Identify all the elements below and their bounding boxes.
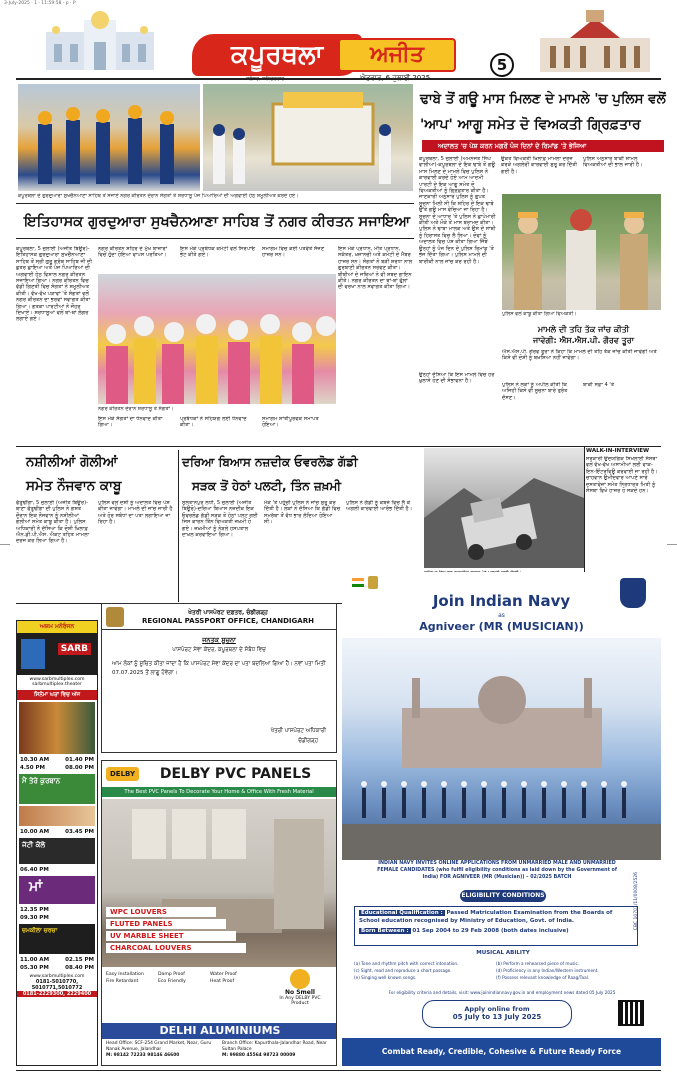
- kirtan-photo-caption: ਨਗਰ ਕੀਰਤਨ ਦੌਰਾਨ ਸ਼ਰਧਾਲੂ ਤੇ ਸੰਗਤਾਂ।: [98, 406, 174, 412]
- kirtan-body-col-8: ਸਮਾਗਮ ਸ਼ਾਂਤੀਪੂਰਵਕ ਸਮਾਪਤ ਹੋਇਆ।: [262, 416, 319, 429]
- time-10: 11.00 AM: [20, 957, 50, 963]
- sarb-site: www.sarbmultiplex.com: [29, 677, 85, 682]
- kirtan-photo: [98, 274, 336, 404]
- poster-2: [19, 806, 95, 826]
- delby-title: DELBY PVC PANELS: [159, 766, 312, 782]
- time-8: 12.35 PM: [20, 907, 49, 913]
- time-7: 06.40 PM: [20, 867, 49, 873]
- navy-musical-5: (e) Singing well known songs.: [354, 975, 417, 980]
- drugs-body-col-2: ਪੁਲਿਸ ਵਲੋਂ ਦੋਸ਼ੀ ਨੂੰ ਅਦਾਲਤ ਵਿਚ ਪੇਸ਼ ਕੀਤਾ ਜਾਵੇਗਾ। ਮਾਮਲੇ ਦੀ ਜਾਂਚ ਜਾਰੀ ਹੈ ਅਤੇ ਹੋਰ ਸਬੰਧਾਂ ਦਾ ਪਤਾ ਲਗਾਇਆ ਜਾ ਰਿਹਾ ਹੈ।: [98, 500, 173, 526]
- delby-head-office: Head Office: SCF-254 Grand Market, Near, Guru Nanak Avenue, Jalandhar: [106, 1041, 212, 1052]
- time-9: 09.30 PM: [20, 915, 49, 921]
- top-photo-caption: ਕਪੂਰਥਲਾ ਦੇ ਗੁਰਦੁਆਰਾ ਸੁਖਚੈਨਆਣਾ ਸਾਹਿਬ ਤੋਂ ਸਜਾਏ ਨਗਰ ਕੀਰਤਨ ਦੌਰਾਨ ਸੰਗਤਾਂ ਤੇ ਸ਼ਰਧਾਲੂ ਪੰਜ ਪਿਆਰਿਆਂ ਦੀ ਅਗਵਾਈ ਹੇਠ ਸ਼ਮੂਲੀਅਤ ਕਰਦੇ ਹੋਏ।: [18, 193, 299, 199]
- arrest-headline-1: ਢਾਬੇ ਤੋਂ ਗਊ ਮਾਸ ਮਿਲਣ ਦੇ ਮਾਮਲੇ 'ਚ ਪੁਲਿਸ ਵਲੋਂ: [420, 91, 666, 107]
- arrest-body-col-5: ਪੁਲਿਸ ਨੇ ਲੋਕਾਂ ਨੂੰ ਅਪੀਲ ਕੀਤੀ ਕਿ ਅਜਿਹੀ ਕਿਸੇ ਵੀ ਸੂਚਨਾ ਬਾਰੇ ਤੁਰੰਤ ਦੱਸਣ।: [502, 382, 568, 401]
- arrest-subhead-1: ਮਾਮਲੇ ਦੀ ਤਹਿ ਤੱਕ ਜਾਂਚ ਕੀਤੀ: [537, 325, 630, 334]
- navy-ad-footer: Combat Ready, Credible, Cohesive & Future Ready Force: [342, 1038, 661, 1066]
- passport-sign-place: ਚੰਡੀਗੜ੍ਹ: [298, 738, 318, 744]
- film-3-banner: ਜੱਟੀ ਕੋਲੇ: [19, 838, 95, 864]
- navy-musical-2: (b) Perform a rehearsed piece of music.: [496, 961, 580, 966]
- masthead-title: ਕਪੂਰਥਲਾ: [192, 34, 362, 76]
- time-11: 02.15 PM: [65, 957, 94, 963]
- navy-musical-3: (c) Sight, read and reproduce a short passage.: [354, 968, 452, 973]
- navy-musical-6: (f) Possess relevant knowledge of Raag/Taal.: [496, 975, 590, 980]
- delby-logo: DELBY: [106, 767, 139, 781]
- kirtan-body-col-5: ਇਸ ਮੌਕੇ ਪ੍ਰਧਾਨ, ਮੀਤ ਪ੍ਰਧਾਨ, ਸਕੱਤਰ, ਖ਼ਜ਼ਾਨਚੀ ਅਤੇ ਕਮੇਟੀ ਦੇ ਮੈਂਬਰ ਹਾਜ਼ਰ ਸਨ। ਸੰਗਤਾਂ ਨੇ ਬੜੀ ਸ਼ਰਧਾ ਨਾਲ ਗੁਰਬਾਣੀ ਕੀਰਤਨ ਸਰਵਣ ਕੀਤਾ। ਬੀਬੀਆਂ ਦੇ ਜਥਿਆਂ ਨੇ ਵੀ ਸ਼ਬਦ ਗਾਇਨ ਕੀਤੇ। ਨਗਰ ਕੀਰਤਨ ਦਾ ਥਾਂ-ਥਾਂ ਫੁੱਲਾਂ ਦੀ ਵਰਖਾ ਨਾਲ ਸਵਾਗਤ ਕੀਤਾ ਗਿਆ।: [338, 246, 413, 291]
- kirtan-body-col-7: ਪ੍ਰਬੰਧਕਾਂ ਨੇ ਸਹਿਯੋਗ ਲਈ ਧੰਨਵਾਦ ਕੀਤਾ।: [180, 416, 247, 429]
- cinema-ad: [16, 620, 98, 1066]
- passport-notice: [101, 603, 337, 753]
- passport-org-pa: ਖੇਤਰੀ ਪਾਸਪੋਰਟ ਦਫ਼ਤਰ, ਚੰਡੀਗੜ੍ਹ: [188, 608, 268, 616]
- cinema-headline: ਸਿਨੇਮਾ ਘਰਾਂ ਵਿਚ ਅੱਜ: [17, 690, 97, 700]
- navy-apply-button: Apply online from 05 July to 13 July 2025: [422, 1000, 572, 1028]
- time-1: 10.30 AM: [20, 757, 50, 763]
- time-3: 4.50 PM: [20, 765, 45, 771]
- navy-edu-label: Educational Qualification :: [361, 910, 443, 916]
- poster-1: [19, 702, 95, 754]
- navy-band-photo: [342, 638, 661, 860]
- delby-feature-1: Easy Installation: [106, 972, 144, 977]
- delby-item-4: CHARCOAL LOUVERS: [106, 943, 246, 953]
- accident-headline-2: ਸੜਕ ਤੋਂ ਹੇਠਾਂ ਪਲਟੀ, ਤਿੰਨ ਜ਼ਖ਼ਮੀ: [192, 479, 341, 493]
- delby-feature-4: Fire Retardant: [106, 979, 139, 984]
- kirtan-body-col-4: ਸਮਾਗਮ ਵਿਚ ਕਈ ਪਤਵੰਤੇ ਸੱਜਣ ਹਾਜ਼ਰ ਸਨ।: [262, 246, 325, 259]
- masthead-brand: ਅਜੀਤ: [338, 38, 456, 72]
- time-12: 05.30 PM: [20, 965, 49, 971]
- arrest-photo: [502, 194, 661, 310]
- navy-more-info: For eligibility criteria and details, visit: www.joinindiannavy.gov.in and employment news dated 05 July 2025: [388, 990, 616, 995]
- navy-born-label: Born Between :: [361, 928, 409, 934]
- walk-in-header: WALK-IN-INTERVIEW: [586, 448, 650, 454]
- arrest-subhead-2: ਜਾਵੇਗੀ: ਐਸ.ਐਸ.ਪੀ. ਗੌਰਵ ਤੂਰਾ: [532, 336, 634, 345]
- emblem-icon: [106, 607, 124, 627]
- arrest-body-col-4: ਉਨ੍ਹਾਂ ਦੱਸਿਆ ਕਿ ਇਸ ਮਾਮਲੇ ਵਿਚ ਹੋਰ ਖ਼ੁਲਾਸੇ ਹੋਣ ਦੀ ਸੰਭਾਵਨਾ ਹੈ।: [419, 372, 495, 385]
- passport-org-en: REGIONAL PASSPORT OFFICE, CHANDIGARH: [142, 616, 314, 625]
- kirtan-body-col-6: ਇਸ ਮੌਕੇ ਸੰਗਤਾਂ ਦਾ ਧੰਨਵਾਦ ਕੀਤਾ ਗਿਆ।: [98, 416, 163, 429]
- time-4: 08.00 PM: [65, 765, 94, 771]
- time-5: 10.00 AM: [20, 829, 50, 835]
- accident-body-col-1: ਸੁਲਤਾਨਪੁਰ ਲੋਧੀ, 5 ਜੁਲਾਈ (ਅਜੀਤ ਬਿਊਰੋ)-ਦਰਿਆ ਬਿਆਸ ਨਜ਼ਦੀਕ ਇਕ ਓਵਰਲੋਡ ਗੱਡੀ ਸੜਕ ਤੋਂ ਹੇਠਾਂ ਪਲਟ ਗਈ ਜਿਸ ਕਾਰਨ ਤਿੰਨ ਵਿਅਕਤੀ ਜ਼ਖ਼ਮੀ ਹੋ ਗਏ। ਜ਼ਖ਼ਮੀਆਂ ਨੂੰ ਨੇੜਲੇ ਹਸਪਤਾਲ ਦਾਖ਼ਲ ਕਰਵਾਇਆ ਗਿਆ।: [182, 500, 258, 539]
- navy-ad-title: Join Indian Navy: [432, 592, 571, 610]
- arrest-body-col-3: ਪੁਲਿਸ ਅਨੁਸਾਰ ਬਾਕੀ ਸ਼ਾਮਲ ਵਿਅਕਤੀਆਂ ਦੀ ਭਾਲ ਜਾਰੀ ਹੈ।: [583, 156, 643, 169]
- india-flag-icon: [352, 578, 364, 587]
- phone-3: 0181-2229300, 2229400: [17, 991, 97, 997]
- cinema-ad-header: ਅਜ਼ਮ ਮਨੋਰੰਜਨ: [17, 621, 97, 633]
- delby-ad: [101, 760, 337, 1066]
- procession-photo-left: [18, 84, 200, 191]
- passport-body: ਆਮ ਲੋਕਾਂ ਨੂੰ ਸੂਚਿਤ ਕੀਤਾ ਜਾਂਦਾ ਹੈ ਕਿ ਪਾਸਪੋਰਟ ਸੇਵਾ ਕੇਂਦਰ ਦਾ ਪਤਾ ਬਦਲਿਆ ਗਿਆ ਹੈ। ਨਵਾਂ ਪਤਾ ਮਿਤੀ 07.07.2025 ਤੋਂ ਲਾਗੂ ਹੋਵੇਗਾ।: [112, 661, 326, 676]
- time-13: 08.40 PM: [65, 965, 94, 971]
- arrest-body-col-1: ਕਪੂਰਥਲਾ, 5 ਜੁਲਾਈ (ਅਮਨਜੋਤ ਸਿੰਘ ਵਾਲੀਆ)-ਕਪੂਰਥਲਾ ਦੇ ਇਕ ਢਾਬੇ ਤੋਂ ਗਊ ਮਾਸ ਮਿਲਣ ਦੇ ਮਾਮਲੇ ਵਿਚ ਪੁਲਿਸ ਨੇ ਕਾਰਵਾਈ ਕਰਦੇ ਹੋਏ ਆਮ ਆਦਮੀ ਪਾਰਟੀ ਦੇ ਇਕ ਆਗੂ ਸਮੇਤ ਦੋ ਵਿਅਕਤੀਆਂ ਨੂੰ ਗ੍ਰਿਫ਼ਤਾਰ ਕੀਤਾ ਹੈ। ਜਾਣਕਾਰੀ ਅਨੁਸਾਰ ਪੁਲਿਸ ਨੂੰ ਗੁਪਤ ਸੂਚਨਾ ਮਿਲੀ ਸੀ ਕਿ ਸ਼ਹਿਰ ਦੇ ਇਕ ਢਾਬੇ ਉੱਤੇ ਗਊ ਮਾਸ ਵੇਚਿਆ ਜਾ ਰਿਹਾ ਹੈ। ਸੂਚਨਾ ਦੇ ਆਧਾਰ 'ਤੇ ਪੁਲਿਸ ਨੇ ਛਾਪੇਮਾਰੀ ਕੀਤੀ ਅਤੇ ਮੌਕੇ ਤੋਂ ਮਾਸ ਬਰਾਮਦ ਕੀਤਾ। ਪੁਲਿਸ ਨੇ ਢਾਬਾ ਮਾਲਕ ਅਤੇ ਉਸ ਦੇ ਸਾਥੀ ਨੂੰ ਹਿਰਾਸਤ ਵਿਚ ਲੈ ਲਿਆ। ਦੋਵਾਂ ਨੂੰ ਅਦਾਲਤ ਵਿਚ ਪੇਸ਼ ਕੀਤਾ ਗਿਆ ਜਿੱਥੋਂ ਉਨ੍ਹਾਂ ਨੂੰ ਪੰਜ ਦਿਨ ਦੇ ਪੁਲਿਸ ਰਿਮਾਂਡ 'ਤੇ ਭੇਜ ਦਿੱਤਾ ਗਿਆ। ਪੁਲਿਸ ਮਾਮਲੇ ਦੀ ਬਾਰੀਕੀ ਨਾਲ ਜਾਂਚ ਕਰ ਰਹੀ ਹੈ।: [419, 156, 496, 265]
- drugs-headline-2: ਸਮੇਤ ਨੌਜਵਾਨ ਕਾਬੂ: [26, 478, 122, 494]
- time-6: 03.45 PM: [65, 829, 94, 835]
- reg-mark-left: [0, 544, 10, 545]
- film-5-banner: ਚਮਕੀਲਾ ਚਰਚਾ: [19, 924, 95, 954]
- navy-qr-code: [618, 1000, 644, 1026]
- navy-ad: [342, 572, 661, 1066]
- sarb-site-footer: www.sarbmultiplex.com: [29, 974, 85, 979]
- print-slug: 3-July-2025 · 1 · 11:59:58 · p · P: [4, 1, 76, 6]
- navy-side-code: CBC 10701/11/0008/2526: [634, 872, 639, 931]
- arrest-strap: ਅਦਾਲਤ 'ਚ ਪੇਸ਼ ਕਰਨ ਮਗਰੋਂ ਪੰਜ ਦਿਨਾਂ ਦੇ ਰਿਮਾਂਡ 'ਤੇ ਭੇਜਿਆ: [422, 140, 664, 152]
- arrest-headline-2: 'ਆਪ' ਆਗੂ ਸਮੇਤ ਦੋ ਵਿਅਕਤੀ ਗ੍ਰਿਫ਼ਤਾਰ: [420, 117, 641, 133]
- navy-eligibility-header: ELIGIBILITY CONDITIONS: [460, 890, 546, 902]
- delby-badge: No Smell In Any DELBY PVC Product: [270, 969, 330, 1019]
- navy-ad-invite: INDIAN NAVY INVITES ONLINE APPLICATIONS FROM UNMARRIED MALE AND UNMARRIED FEMALE CANDIDATES (who fulfil eligibility conditions as laid down by the Government of India) FOR AGNIVEER (MR (Musician)) – 02/2025 BATCH: [377, 861, 617, 880]
- film-2-banner: ਮੈਂ ਤੇਰੇ ਕੁਰਬਾਨ: [19, 774, 95, 804]
- navy-musical-header: MUSICAL ABILITY: [476, 950, 530, 956]
- delby-feature-3: Water Proof: [210, 972, 237, 977]
- phone-1: 0181-5010770,: [35, 979, 79, 985]
- phone-2: 5010771,5010772: [31, 985, 83, 991]
- palace-illustration: [530, 8, 660, 74]
- delby-branch-phone: M: 99880 45564 98723 00009: [222, 1053, 296, 1058]
- accident-body-col-2: ਮੌਕੇ 'ਤੇ ਪਹੁੰਚੀ ਪੁਲਿਸ ਨੇ ਜਾਂਚ ਸ਼ੁਰੂ ਕਰ ਦਿੱਤੀ ਹੈ। ਲੋਕਾਂ ਨੇ ਦੱਸਿਆ ਕਿ ਗੱਡੀ ਵਿਚ ਸਮਰੱਥਾ ਤੋਂ ਵੱਧ ਭਾਰ ਲੱਦਿਆ ਹੋਇਆ ਸੀ।: [264, 500, 341, 526]
- gurdwara-illustration: [40, 10, 160, 72]
- arrest-body-col-6: ਬਾਕੀ ਸਫ਼ਾ 4 'ਤੇ: [583, 382, 615, 388]
- film-4-banner: ਮਾਂ: [19, 876, 95, 904]
- arrest-photo-caption: ਪੁਲਿਸ ਵਲੋਂ ਕਾਬੂ ਕੀਤਾ ਗਿਆ ਵਿਅਕਤੀ।: [502, 311, 577, 317]
- navy-musical-1: (a) Tone and rhythm pitch with correct intonation.: [354, 961, 459, 966]
- delby-feature-5: Eco Friendly: [158, 979, 186, 984]
- accident-body-col-3: ਪੁਲਿਸ ਨੇ ਗੱਡੀ ਨੂੰ ਕਬਜ਼ੇ ਵਿਚ ਲੈ ਕੇ ਅਗਲੀ ਕਾਰਵਾਈ ਆਰੰਭ ਦਿੱਤੀ ਹੈ।: [346, 500, 413, 513]
- kirtan-body-col-1: ਕਪੂਰਥਲਾ, 5 ਜੁਲਾਈ (ਅਜੀਤ ਬਿਊਰੋ)-ਇਤਿਹਾਸਕ ਗੁਰਦੁਆਰਾ ਸੁਖਚੈਨਆਣਾ ਸਾਹਿਬ ਤੋਂ ਸ੍ਰੀ ਗੁਰੂ ਗ੍ਰੰਥ ਸਾਹਿਬ ਜੀ ਦੀ ਛਤਰ ਛਾਇਆ ਅਤੇ ਪੰਜ ਪਿਆਰਿਆਂ ਦੀ ਅਗਵਾਈ ਹੇਠ ਵਿਸ਼ਾਲ ਨਗਰ ਕੀਰਤਨ ਸਜਾਇਆ ਗਿਆ। ਨਗਰ ਕੀਰਤਨ ਵਿਚ ਵੱਡੀ ਗਿਣਤੀ ਵਿਚ ਸੰਗਤਾਂ ਨੇ ਸ਼ਮੂਲੀਅਤ ਕੀਤੀ। ਵੱਖ-ਵੱਖ ਪੜਾਵਾਂ 'ਤੇ ਸੰਗਤਾਂ ਵਲੋਂ ਨਗਰ ਕੀਰਤਨ ਦਾ ਭਰਵਾਂ ਸਵਾਗਤ ਕੀਤਾ ਗਿਆ। ਗਤਕਾ ਪਾਰਟੀਆਂ ਨੇ ਜੌਹਰ ਦਿਖਾਏ। ਸ਼ਰਧਾਲੂਆਂ ਵਲੋਂ ਥਾਂ-ਥਾਂ ਲੰਗਰ ਲਗਾਏ ਗਏ।: [16, 246, 93, 323]
- kirtan-headline: ਇਤਿਹਾਸਕ ਗੁਰਦੁਆਰਾ ਸੁਖਚੈਨਆਣਾ ਸਾਹਿਬ ਤੋਂ ਨਗਰ ਕੀਰਤਨ ਸਜਾਇਆ: [24, 214, 411, 230]
- delby-item-2: FLUTED PANELS: [106, 919, 226, 929]
- drugs-headline-1: ਨਸ਼ੀਲੀਆਂ ਗੋਲੀਆਂ: [26, 454, 118, 470]
- navy-crest-icon: [368, 576, 378, 589]
- accident-headline-1: ਦਰਿਆ ਬਿਆਸ ਨਜ਼ਦੀਕ ਓਵਰਲੋਡ ਗੱਡੀ: [182, 455, 358, 469]
- walk-in-body: ਸਰਕਾਰੀ ਉਦਯੋਗਿਕ ਸਿਖਲਾਈ ਸੰਸਥਾ ਵਲੋਂ ਵੱਖ-ਵੱਖ ਅਸਾਮੀਆਂ ਲਈ ਵਾਕ-ਇਨ-ਇੰਟਰਵਿਊ ਕਰਵਾਈ ਜਾ ਰਹੀ ਹੈ। ਚਾਹਵਾਨ ਉਮੀਦਵਾਰ ਆਪਣੇ ਸਾਰੇ ਦਸਤਾਵੇਜ਼ਾਂ ਸਮੇਤ ਨਿਰਧਾਰਤ ਮਿਤੀ ਨੂੰ ਸੰਸਥਾ ਵਿਖੇ ਹਾਜ਼ਰ ਹੋ ਸਕਦੇ ਹਨ।: [586, 456, 658, 495]
- delby-dealer: DELHI ALUMINIUMS: [102, 1023, 337, 1039]
- passport-title: ਜਨਤਕ ਸੂਚਨਾ: [202, 636, 236, 644]
- kirtan-body-col-3: ਇਸ ਮੌਕੇ ਪ੍ਰਬੰਧਕ ਕਮੇਟੀ ਵਲੋਂ ਸਿਰਪਾਓ ਭੇਟ ਕੀਤੇ ਗਏ।: [180, 246, 256, 259]
- delby-branch-office: Branch Office: Kapurthala-Jalandhar Road, Near Sultan Palace: [222, 1041, 327, 1052]
- navy-ad-role: Agniveer (MR (MUSICIAN)): [419, 620, 584, 633]
- accident-photo: [424, 448, 584, 568]
- arrest-sub-body: ਐਸ.ਐਸ.ਪੀ. ਗੌਰਵ ਤੂਰਾ ਨੇ ਕਿਹਾ ਕਿ ਮਾਮਲੇ ਦੀ ਤਹਿ ਤੱਕ ਜਾਂਚ ਕੀਤੀ ਜਾਵੇਗੀ ਅਤੇ ਕਿਸੇ ਵੀ ਦੋਸ਼ੀ ਨੂੰ ਬਖ਼ਸ਼ਿਆ ਨਹੀਂ ਜਾਵੇਗਾ।: [502, 349, 657, 362]
- navy-born-value: 01 Sep 2004 to 29 Feb 2008 (both dates inclusive): [412, 928, 569, 934]
- masthead: [0, 8, 677, 76]
- page-number: 5: [490, 53, 514, 77]
- procession-photo-right: [203, 84, 413, 191]
- navy-edu-value: Passed Matriculation Examination from the Boards of School education recognised by Ministry of Education, Govt. of India.: [359, 910, 613, 924]
- passport-sign: ਖੇਤਰੀ ਪਾਸਪੋਰਟ ਅਧਿਕਾਰੀ: [270, 728, 326, 734]
- sarb-fb: sarbmultiplex.theater: [32, 682, 82, 687]
- arrest-body-col-2: ਉਕਤ ਵਿਅਕਤੀ ਖ਼ਿਲਾਫ਼ ਮਾਮਲਾ ਦਰਜ ਕਰਕੇ ਅਗਲੇਰੀ ਕਾਰਵਾਈ ਸ਼ੁਰੂ ਕਰ ਦਿੱਤੀ ਗਈ ਹੈ।: [501, 156, 578, 175]
- delby-head-phone: M: 98142 72233 98146 46600: [106, 1053, 180, 1058]
- time-2: 01.40 PM: [65, 757, 94, 763]
- delby-tagline: The Best PVC Panels To Decorate Your Home & Office With Fresh Material: [102, 787, 336, 797]
- kirtan-body-col-2: ਨਗਰ ਕੀਰਤਨ ਸ਼ਹਿਰ ਦੇ ਮੁੱਖ ਬਾਜ਼ਾਰਾਂ ਵਿਚੋਂ ਹੁੰਦਾ ਹੋਇਆ ਵਾਪਸ ਪਰਤਿਆ।: [98, 246, 168, 259]
- sarb-logo: SARB: [17, 633, 97, 675]
- delby-item-1: WPC LOUVERS: [106, 907, 216, 917]
- drugs-body-col-1: ਫੱਤੂਢੀਂਗਾ, 5 ਜੁਲਾਈ (ਅਜੀਤ ਬਿਊਰੋ)-ਥਾਣਾ ਫੱਤੂਢੀਂਗਾ ਦੀ ਪੁਲਿਸ ਨੇ ਗਸ਼ਤ ਦੌਰਾਨ ਇਕ ਨੌਜਵਾਨ ਨੂੰ ਨਸ਼ੀਲੀਆਂ ਗੋਲੀਆਂ ਸਮੇਤ ਕਾਬੂ ਕੀਤਾ ਹੈ। ਪੁਲਿਸ ਅਧਿਕਾਰੀ ਨੇ ਦੱਸਿਆ ਕਿ ਦੋਸ਼ੀ ਖ਼ਿਲਾਫ਼ ਐਨ.ਡੀ.ਪੀ.ਐਸ. ਐਕਟ ਤਹਿਤ ਮਾਮਲਾ ਦਰਜ ਕਰ ਲਿਆ ਗਿਆ ਹੈ।: [16, 500, 90, 545]
- delby-feature-2: Damp Proof: [158, 972, 185, 977]
- navy-musical-4: (d) Proficiency in any Indian/Western instrument.: [496, 968, 599, 973]
- navy-ad-sub: as: [498, 612, 505, 619]
- passport-sub: ਪਾਸਪੋਰਟ ਸੇਵਾ ਕੇਂਦਰ, ਕਪੂਰਥਲਾ ਦੇ ਸੰਬੰਧ ਵਿਚ: [172, 647, 266, 653]
- reg-mark-right: [667, 544, 677, 545]
- delby-item-3: UV MARBLE SHEET: [106, 931, 236, 941]
- delby-feature-6: Heat Proof: [210, 979, 235, 984]
